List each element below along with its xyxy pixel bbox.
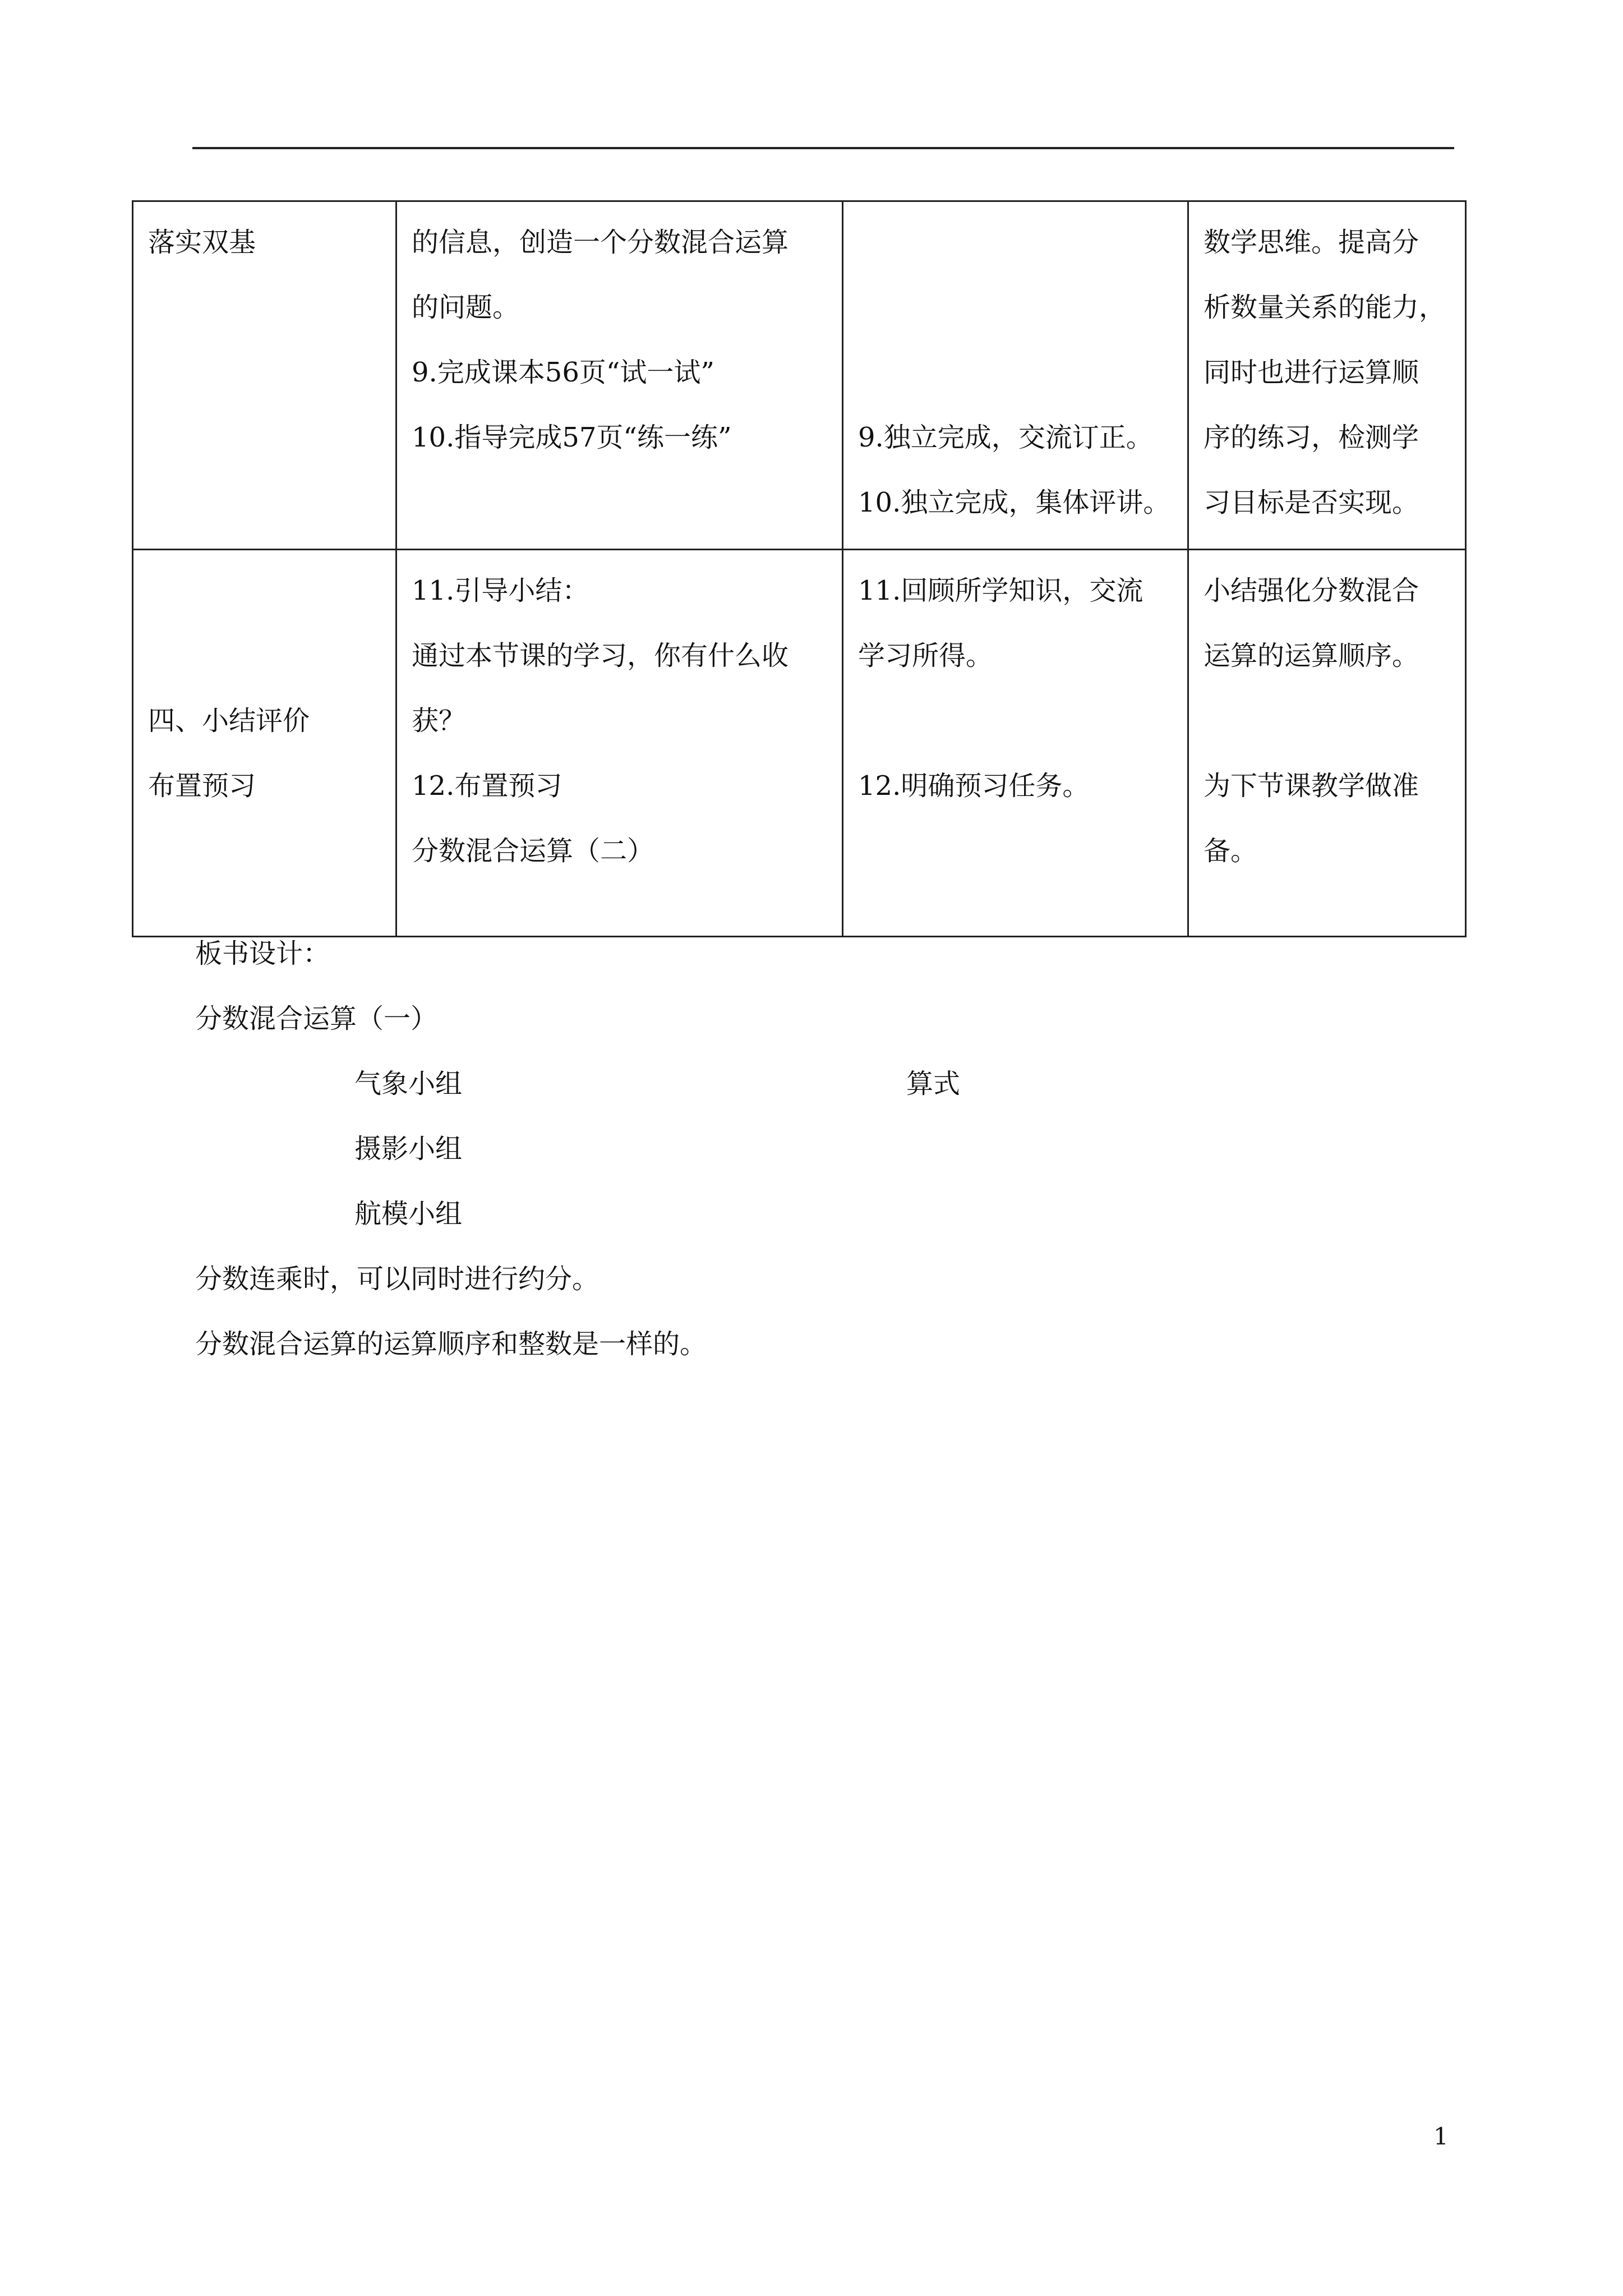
table-row — [133, 201, 1466, 550]
page-number: 1 — [1433, 2123, 1449, 2150]
student-line: 12.明确预习任务。 — [858, 770, 1090, 802]
table-row — [133, 550, 1466, 937]
student-activity-cell — [843, 201, 1188, 550]
student-line: 11.回顾所学知识，交流 — [858, 575, 1144, 606]
intent-line: 数学思维。提高分 — [1204, 227, 1419, 258]
stage-line: 布置预习 — [148, 770, 256, 802]
intent-line: 为下节课教学做准 — [1204, 770, 1419, 802]
intent-line: 习目标是否实现。 — [1204, 487, 1419, 518]
group-label: 航模小组 — [354, 1198, 463, 1230]
group-label: 气象小组 — [354, 1068, 463, 1099]
design-intent-cell — [1188, 201, 1466, 550]
teacher-line: 12.布置预习 — [412, 770, 562, 802]
lesson-plan-table — [132, 200, 1467, 937]
student-line — [858, 688, 1174, 753]
student-line: 学习所得。 — [858, 640, 993, 671]
student-activity-cell — [843, 550, 1188, 937]
intent-line — [1204, 688, 1451, 753]
stage-line: 四、小结评价 — [148, 705, 310, 737]
intent-line: 序的练习，检测学 — [1204, 422, 1419, 453]
teacher-line: 的问题。 — [412, 292, 520, 323]
intent-line: 运算的运算顺序。 — [1204, 640, 1419, 671]
header-rule — [192, 147, 1454, 149]
formula-label: 算式 — [906, 1068, 961, 1099]
board-note: 分数混合运算的运算顺序和整数是一样的。 — [195, 1328, 707, 1360]
student-line: 9.独立完成，交流订正。 — [858, 422, 1153, 453]
board-note: 分数连乘时，可以同时进行约分。 — [195, 1263, 600, 1295]
design-intent-cell — [1188, 550, 1466, 937]
stage-cell — [133, 550, 396, 937]
group-label: 摄影小组 — [354, 1133, 463, 1165]
teacher-line: 通过本节课的学习，你有什么收 — [412, 640, 789, 671]
intent-line: 小结强化分数混合 — [1204, 575, 1419, 606]
student-line — [858, 275, 1174, 340]
intent-line: 备。 — [1204, 835, 1258, 867]
teacher-activity-cell — [396, 550, 843, 937]
stage-line — [148, 623, 382, 688]
board-heading: 板书设计： — [195, 938, 330, 969]
intent-line: 同时也进行运算顺 — [1204, 357, 1419, 388]
stage-line: 落实双基 — [148, 227, 256, 258]
stage-cell — [133, 201, 396, 550]
teacher-activity-cell — [396, 201, 843, 550]
stage-line — [148, 558, 382, 623]
student-line — [858, 210, 1174, 275]
intent-line: 析数量关系的能力， — [1204, 292, 1446, 323]
board-title: 分数混合运算（一） — [195, 1003, 438, 1034]
teacher-line: 9.完成课本56页“试一试” — [412, 357, 714, 388]
teacher-line: 分数混合运算（二） — [412, 835, 654, 867]
teacher-line: 11.引导小结： — [412, 575, 589, 606]
teacher-line: 10.指导完成57页“练一练” — [412, 422, 732, 453]
teacher-line: 获？ — [412, 705, 466, 737]
student-line: 10.独立完成，集体评讲。 — [858, 487, 1170, 518]
teacher-line: 的信息，创造一个分数混合运算 — [412, 227, 789, 258]
student-line — [858, 340, 1174, 405]
